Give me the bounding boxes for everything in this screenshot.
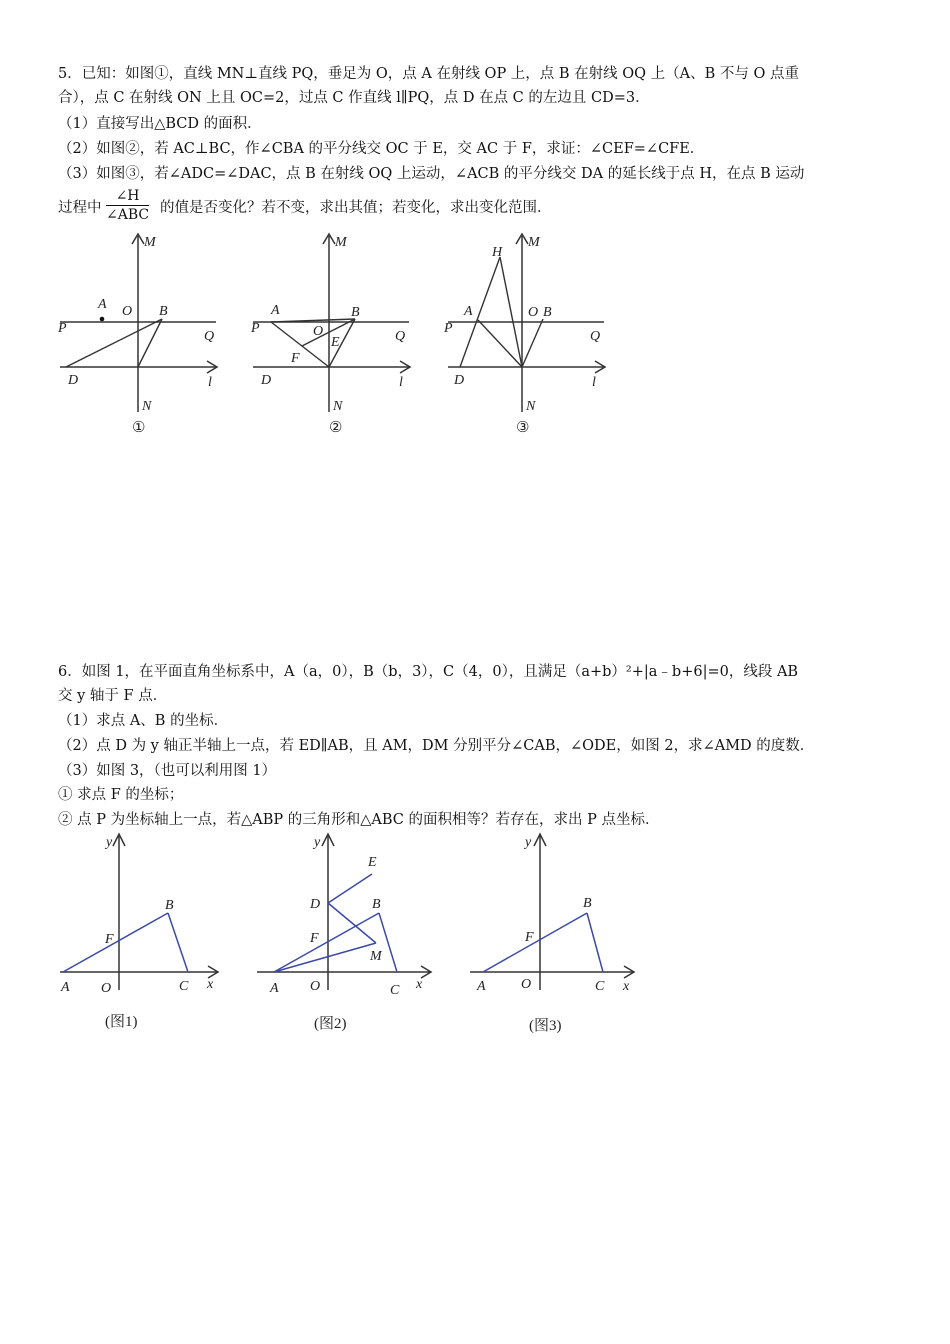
- q6-part-2: （2）点 D 为 y 轴正半轴上一点，若 ED∥AB，且 AM，DM 分别平分∠CAB，∠ODE，如图 2，求∠AMD 的度数．: [58, 738, 815, 754]
- q5-line-6-pre: 过程中: [58, 200, 102, 216]
- label-d: D: [261, 373, 272, 388]
- figure-3-caption: ③: [516, 420, 530, 436]
- label-l: l: [208, 375, 212, 390]
- label-b: B: [372, 897, 381, 912]
- label-y: y: [525, 835, 532, 850]
- q5-part-1: （1）直接写出△BCD 的面积．: [58, 116, 262, 132]
- q6-figure-2: [252, 830, 437, 1040]
- label-q: Q: [590, 329, 601, 344]
- q5-part-3: （3）如图③，若∠ADC=∠DAC，点 B 在射线 OQ 上运动，∠ACB 的平分线交 DA 的延长线于点 H，在点 B 运动: [58, 166, 805, 182]
- label-e: E: [368, 855, 377, 870]
- label-f: F: [525, 930, 534, 945]
- q5-line-2: 合），点 C 在射线 ON 上且 OC=2，过点 C 作直线 l∥PQ，点 D 在点 C 的左边且 CD=3．: [58, 90, 650, 106]
- label-p: P: [444, 321, 453, 336]
- label-o: O: [310, 979, 321, 994]
- figure-2-caption: ②: [329, 420, 343, 436]
- label-d: D: [310, 897, 321, 912]
- label-l: l: [399, 375, 403, 390]
- label-d: D: [68, 373, 79, 388]
- q6-part-3: （3）如图 3，（也可以利用图 1）: [58, 763, 277, 779]
- segment-ac: [478, 320, 522, 367]
- label-c: C: [390, 983, 400, 998]
- label-y: y: [314, 835, 321, 850]
- label-m: M: [370, 949, 382, 964]
- label-b: B: [159, 304, 168, 319]
- label-a: A: [270, 981, 279, 996]
- q5-line-6-post: 的值是否变化？若不变，求出其值；若变化，求出变化范围．: [160, 200, 552, 216]
- fraction-numerator: ∠H: [106, 187, 149, 206]
- fraction-denominator: ∠ABC: [106, 207, 150, 223]
- angle-ratio-fraction: [106, 187, 149, 224]
- q6-figure-3: [465, 830, 640, 1040]
- figure-1-caption: (图1): [105, 1014, 138, 1030]
- segment-db: [66, 319, 162, 367]
- label-b: B: [543, 305, 552, 320]
- q5-part-2: （2）如图②，若 AC⊥BC，作∠CBA 的平分线交 OC 于 E，交 AC 于 F，求证：∠CEF=∠CFE．: [58, 141, 705, 157]
- label-f: F: [291, 351, 300, 366]
- label-o: O: [101, 981, 112, 996]
- segment-am: [274, 943, 376, 972]
- label-n: N: [333, 399, 343, 414]
- label-h: H: [492, 245, 503, 260]
- label-b: B: [165, 898, 174, 913]
- q6-line-2: 交 y 轴于 F 点．: [58, 688, 168, 704]
- segment-bc: [379, 913, 397, 972]
- label-n: N: [142, 399, 152, 414]
- q5-line-1: 5．已知：如图①，直线 MN⊥直线 PQ，垂足为 O，点 A 在射线 OP 上，点 B 在射线 OQ 上（A、B 不与 O 点重: [58, 66, 800, 82]
- label-o: O: [313, 324, 324, 339]
- label-f: F: [105, 932, 114, 947]
- label-o: O: [528, 305, 539, 320]
- label-m: M: [528, 235, 540, 250]
- q5-figure-2: [245, 232, 425, 442]
- label-c: C: [595, 979, 605, 994]
- label-a: A: [61, 980, 70, 995]
- label-p: P: [58, 321, 67, 336]
- q5-figure-3: [440, 232, 620, 442]
- label-a: A: [271, 303, 280, 318]
- label-p: P: [251, 321, 260, 336]
- q6-figure-1: [55, 830, 230, 1040]
- segment-hc: [500, 257, 522, 367]
- point-a: [100, 317, 105, 322]
- segment-ab: [483, 913, 587, 972]
- label-a: A: [98, 297, 107, 312]
- label-m: M: [335, 235, 347, 250]
- segment-bc: [168, 913, 188, 972]
- segment-cb: [522, 319, 543, 367]
- label-y: y: [106, 835, 113, 850]
- ray-de: [328, 874, 372, 903]
- figure-2-caption: (图2): [314, 1016, 347, 1032]
- figure-3-caption: (图3): [529, 1018, 562, 1034]
- label-n: N: [526, 399, 536, 414]
- label-d: D: [454, 373, 465, 388]
- segment-bc: [587, 913, 603, 972]
- label-q: Q: [204, 329, 215, 344]
- label-q: Q: [395, 329, 406, 344]
- label-x: x: [623, 979, 630, 994]
- label-a: A: [477, 979, 486, 994]
- label-x: x: [416, 977, 423, 992]
- q5-figure-1: [52, 232, 232, 442]
- label-f: F: [310, 931, 319, 946]
- label-m: M: [144, 235, 156, 250]
- segment-cb: [138, 319, 162, 367]
- label-a: A: [464, 304, 473, 319]
- label-o: O: [122, 304, 133, 319]
- label-b: B: [583, 896, 592, 911]
- label-c: C: [179, 979, 189, 994]
- label-o: O: [521, 977, 532, 992]
- segment-ab: [274, 913, 379, 972]
- label-b: B: [351, 305, 360, 320]
- segment-ab: [63, 913, 168, 972]
- label-e: E: [331, 335, 340, 350]
- q6-part-1: （1）求点 A、B 的坐标．: [58, 713, 229, 729]
- label-l: l: [592, 375, 596, 390]
- q6-sub-2: ② 点 P 为坐标轴上一点，若△ABP 的三角形和△ABC 的面积相等？若存在，求出 P 点坐标．: [58, 812, 660, 828]
- figure-1-caption: ①: [132, 420, 146, 436]
- q6-line-1: 6．如图 1，在平面直角坐标系中，A（a，0），B（b，3），C（4，0），且满足（a+b）²+|a﹣b+6|=0，线段 AB: [58, 664, 799, 680]
- label-x: x: [207, 977, 214, 992]
- q6-sub-1: ① 求点 F 的坐标；: [58, 787, 184, 803]
